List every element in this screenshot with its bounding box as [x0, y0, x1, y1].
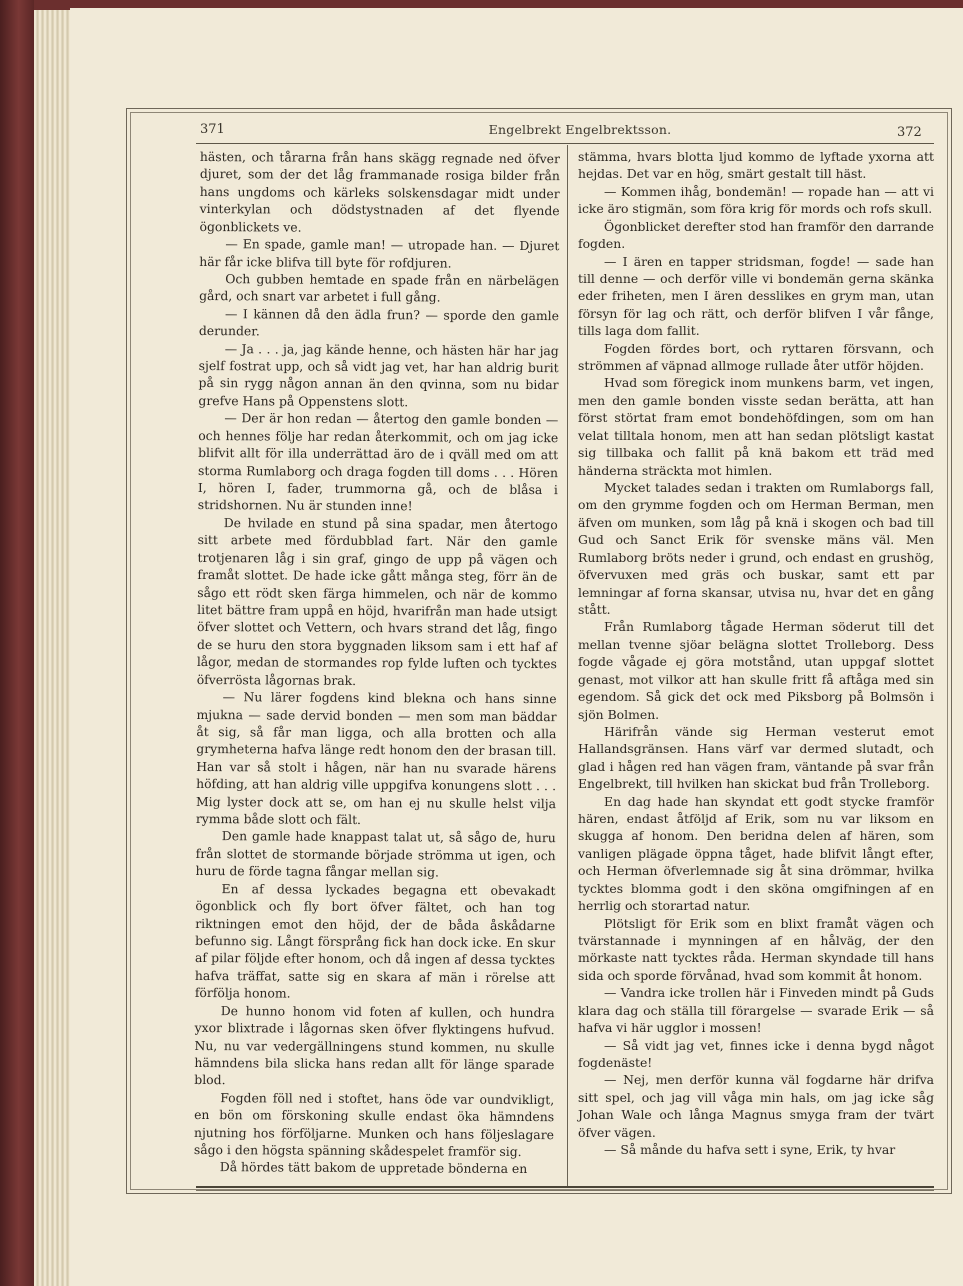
paragraph: Fogden föll ned i stoftet, hans öde var oundvikligt, en bön om förskoning skulle endast öka hämndens njutning hos förföljarne. Munken och hans följeslagare sågo i den högsta spänning skådespelet framför sig. [193, 1089, 555, 1160]
paragraph: — En spade, gamle man! — utropade han. — Djuret här får icke blifva till byte för rofdjuren. [199, 236, 560, 271]
paragraph: hästen, och tårarna från hans skägg regnade ned öfver djuret, som der det låg frammanade rosiga bilder från hans ungdoms och kärleks solskensdagar midt under vinterkylan och dödstystnaden af det flyende ögonblickets ve. [199, 148, 560, 235]
paragraph: Från Rumlaborg tågade Herman söderut till det mellan tvenne sjöar belägna slottet Trolleborg. Dess fogde vågade ej göra motstånd, utan uppgaf slottet genast, mot vilkor att han skulle fritt få aftåga med sin egendom. Så gick det ock med Piksborg på Bolmsön i sjön Bolmen. [578, 619, 934, 722]
paragraph: — Nu lärer fogdens kind blekna och hans sinne mjukna — sade dervid bonden — men som man bäddar åt sig, så får man ligga, och alla brotten och alla grymheterna hafva länge redt honom den der brasan till. Han var så stolt i hågen, när han nu svarade härens höfding, att han aldrig ville uppgifva konungens slott . . . Mig lyster dock att se, om han ej nu skulle helst vilja rymma både slott och fält. [195, 689, 557, 828]
paragraph: — I kännen då den ädla frun? — sporde den gamle derunder. [198, 305, 560, 339]
book-spine [0, 0, 34, 1286]
page-header [0, 122, 963, 142]
paragraph: — Der är hon redan — återtog den gamle bonden — och hennes följe har redan återkommit, och om jag icke blifvit allt för illa underrättad äro de i qväll med om att storma Rumlaborg och draga fogden till doms . . . Hören I, hören I, fader, trummorna gå, och de blåsa i stridshornen. Nu är stunden inne! [197, 410, 559, 514]
paragraph: — Så vidt jag vet, finnes icke i denna bygd något fogdenäste! [578, 1037, 934, 1070]
paragraph: Plötsligt för Erik som en blixt framåt vägen och tvärstannade i mynningen af en hålväg, der den mörkaste natt tycktes råda. Herman skyndade till hans sida och sporde förvånad, hvad som kommit åt honom. [578, 915, 934, 983]
paragraph: De hvilade en stund på sina spadar, men återtogo sitt arbete med fördubblad fart. När den gamle trotjenaren låg i sin graf, gingo de upp på vägen och framåt slottet. De hade icke gått många steg, förr än de sågo ett rödt sken färga himmelen, och när de kommo litet bättre fram uppå en höjd, hvarifrån man hade utsigt öfver slottet och Vettern, och hvars strand det låg, fingo de se huru den stora byggnaden liksom sam i ett haf af lågor, medan de stormandes rop fylde luften och tycktes öfverrösta lågornas brak. [196, 515, 558, 688]
paragraph: Fogden fördes bort, och ryttaren försvann, och strömmen af väpnad allmoge rullade åter utför höjden. [578, 340, 934, 374]
left-page-number: 371 [200, 122, 225, 137]
paragraph: De hunno honom vid foten af kullen, och hundra yxor blixtrade i lågornas sken öfver flyktingens hufvud. Nu, nu var vedergällningens stund kommen, nu skulle hämndens bila slicka hans redan allt för länge sparade blod. [194, 1002, 555, 1088]
paragraph: Och gubben hemtade en spade från en närbelägen gård, och snart var arbetet i full gång. [199, 271, 560, 305]
paragraph: stämma, hvars blotta ljud kommo de lyftade yxorna att hejdas. Det var en hög, smärt gestalt till häst. [578, 149, 934, 182]
paragraph: — Så månde du hafva sett i syne, Erik, ty hvar [604, 1142, 896, 1158]
footer-rule-thin [196, 1190, 934, 1191]
running-title: Engelbrekt Engelbrektsson. [488, 122, 672, 137]
paragraph: — I ären en tapper stridsman, fogde! — sade han till denne — och derför ville vi bondemän gerna skänka eder friheten, men I ären desslikes en grym man, utan försyn för lag och rätt, och derför blifven I vår fånge, tills laga dom fallit. [578, 253, 934, 339]
paragraph: En af dessa lyckades begagna ett obevakadt ögonblick och fly bort öfver fältet, och han tog riktningen emot den höjd, der de båda åskådarne befunno sig. Långt försprång fick han dock icke. En skur af pilar följde efter honom, och då ingen af dessa tycktes hafva träffat, satte sig en skara af män i rörelse att förfölja honom. [194, 880, 556, 1001]
header-rule [196, 143, 934, 144]
paragraph: Då hördes tätt bakom de uppretade bönderna en [219, 1159, 528, 1177]
paragraph: — Ja . . . ja, jag kände henne, och hästen här har jag sjelf fostrat upp, och så vidt jag vet, har han aldrig burit på sin rygg någon annan än den qvinna, som nu bidar grefve Hans på Oppenstens slott. [198, 340, 559, 410]
footer-rule [196, 1186, 934, 1188]
left-text-column [194, 148, 560, 1178]
column-divider [567, 145, 568, 1187]
paragraph: Mycket talades sedan i trakten om Rumlaborgs fall, om den grymme fogden och om Herman Berman, men äfven om munken, som låg på knä i skogen och bad till Gud och Sanct Erik för svenske mäns väl. Men Rumlaborg bröts neder i grund, och endast en grushög, öfvervuxen med gräs och buskar, samt ett par lemningar af forna skansar, utvisa nu, hvar det en gång stått. [578, 480, 934, 617]
paragraph: — Kommen ihåg, bondemän! — ropade han — att vi icke äro stigmän, som föra krig för mords och rofs skull. [578, 183, 934, 217]
paragraph: Ögonblicket derefter stod han framför den darrande fogden. [578, 218, 934, 252]
paragraph: — Vandra icke trollen här i Finveden mindt på Guds klara dag och ställa till förargelse — svarade Erik — så hafva vi här ugglor i mossen! [578, 985, 934, 1036]
right-text-column [578, 148, 934, 1158]
right-page-number: 372 [897, 125, 922, 140]
page-edges [34, 10, 70, 1286]
paragraph: En dag hade han skyndat ett godt stycke framför hären, endast åtföljd af Erik, som nu var liksom en skugga af honom. Den beridna delen af hären, som vanligen plägade öppna tåget, hade blifvit långt efter, och Herman öfverlemnade sig åt sina drömmar, hvilka tycktes blomma godt i den sköna omgifningen af en herrlig och storartad natur. [578, 793, 934, 914]
paragraph: Hvad som föregick inom munkens barm, vet ingen, men den gamle bonden visste sedan berätta, att han först störtat fram emot bondehöfdingen, som om han velat tilltala honom, men att han sedan plötsligt kastat sig tillbaka och fallit på knä bakom ett träd med händerna sträckta mot himlen. [578, 375, 934, 478]
paragraph: Härifrån vände sig Herman vesterut emot Hallandsgränsen. Hans värf var dermed slutadt, och glad i hågen red han vägen fram, väntande på svar från Engelbrekt, till hvilken han skickat bud från Trolleborg. [578, 723, 934, 792]
paragraph: — Nej, men derför kunna väl fogdarne här drifva sitt spel, och jag vill våga min hals, om jag icke såg Johan Wale och långa Magnus smyga fram der tvärt öfver vägen. [578, 1072, 934, 1140]
paragraph: Den gamle hade knappast talat ut, så sågo de, huru från slottet de stormande började strömma ut igen, och huru de förde tagna fångar mellan sig. [195, 828, 556, 880]
